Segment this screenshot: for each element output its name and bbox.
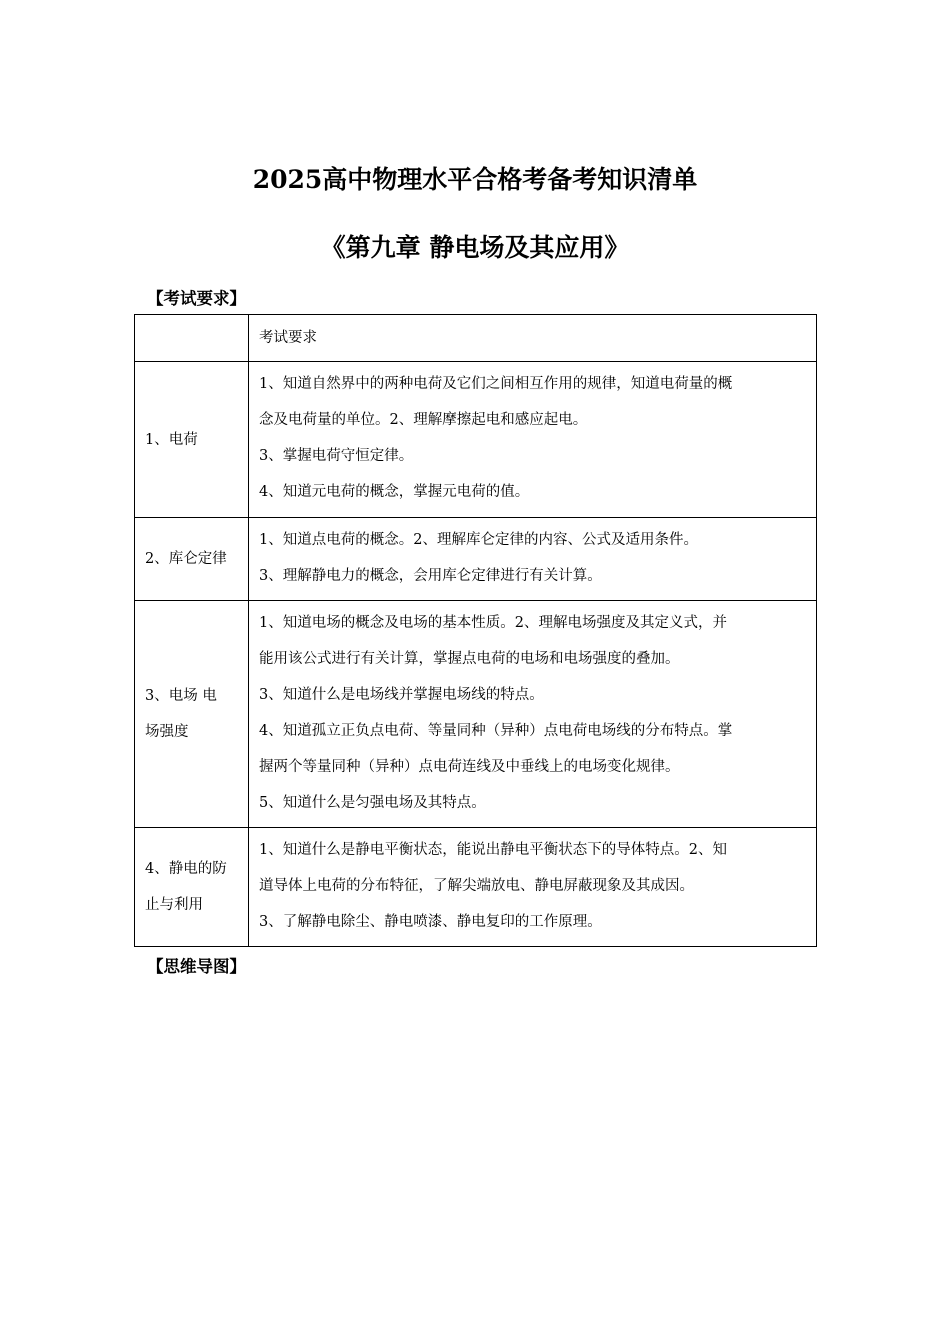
table-row bbox=[135, 518, 817, 601]
table-row bbox=[135, 828, 817, 947]
table-row bbox=[135, 362, 817, 518]
topic-text: 场强度 bbox=[145, 724, 189, 740]
requirements-cell bbox=[249, 362, 817, 518]
requirement-line: 念及电荷量的单位。2、理解摩擦起电和感应起电。 bbox=[259, 412, 588, 428]
requirement-line: 能用该公式进行有关计算，掌握点电荷的电场和电场强度的叠加。 bbox=[259, 650, 680, 667]
table-row bbox=[135, 601, 817, 828]
header-cell-requirements: 考试要求 bbox=[249, 315, 817, 362]
requirement-line: 4、知道元电荷的概念，掌握元电荷的值。 bbox=[259, 484, 530, 500]
requirements-cell bbox=[249, 828, 817, 947]
requirement-line: 1、知道电场的概念及电场的基本性质。2、理解电场强度及其定义式，并 bbox=[259, 614, 727, 631]
requirement-line: 5、知道什么是匀强电场及其特点。 bbox=[259, 794, 486, 811]
topic-text: 2、库仑定律 bbox=[145, 551, 227, 567]
requirement-line: 3、了解静电除尘、静电喷漆、静电复印的工作原理。 bbox=[259, 913, 602, 930]
mind-map-heading: 【思维导图】 bbox=[147, 957, 246, 976]
topic-cell bbox=[135, 601, 249, 828]
chapter-subtitle: 《第九章 静电场及其应用》 bbox=[320, 233, 630, 262]
topic-cell bbox=[135, 518, 249, 601]
exam-requirements-table bbox=[134, 314, 817, 947]
header-cell-topic bbox=[135, 315, 249, 362]
table-header-row bbox=[135, 315, 817, 362]
requirements-cell bbox=[249, 601, 817, 828]
requirement-line: 握两个等量同种（异种）点电荷连线及中垂线上的电场变化规律。 bbox=[259, 758, 680, 775]
requirement-line: 1、知道点电荷的概念。2、理解库仑定律的内容、公式及适用条件。 bbox=[259, 531, 698, 548]
requirement-line: 1、知道什么是静电平衡状态，能说出静电平衡状态下的导体特点。2、知 bbox=[259, 841, 727, 858]
topic-cell bbox=[135, 828, 249, 947]
requirement-line: 道导体上电荷的分布特征，了解尖端放电、静电屏蔽现象及其成因。 bbox=[259, 877, 694, 894]
requirement-line: 3、理解静电力的概念，会用库仑定律进行有关计算。 bbox=[259, 567, 602, 584]
requirement-line: 3、掌握电荷守恒定律。 bbox=[259, 448, 414, 464]
topic-text: 3、电场 电 bbox=[145, 688, 217, 704]
exam-requirements-heading: 【考试要求】 bbox=[147, 289, 246, 308]
requirement-line: 1、知道自然界中的两种电荷及它们之间相互作用的规律，知道电荷量的概 bbox=[259, 376, 733, 392]
topic-text: 1、电荷 bbox=[145, 431, 198, 448]
requirements-cell bbox=[249, 518, 817, 601]
requirement-line: 3、知道什么是电场线并掌握电场线的特点。 bbox=[259, 686, 544, 703]
topic-text: 止与利用 bbox=[145, 897, 203, 913]
requirement-line: 4、知道孤立正负点电荷、等量同种（异种）点电荷电场线的分布特点。掌 bbox=[259, 722, 733, 739]
topic-cell bbox=[135, 362, 249, 518]
topic-text: 4、静电的防 bbox=[145, 861, 227, 877]
document-title: 2025高中物理水平合格考备考知识清单 bbox=[252, 165, 698, 194]
